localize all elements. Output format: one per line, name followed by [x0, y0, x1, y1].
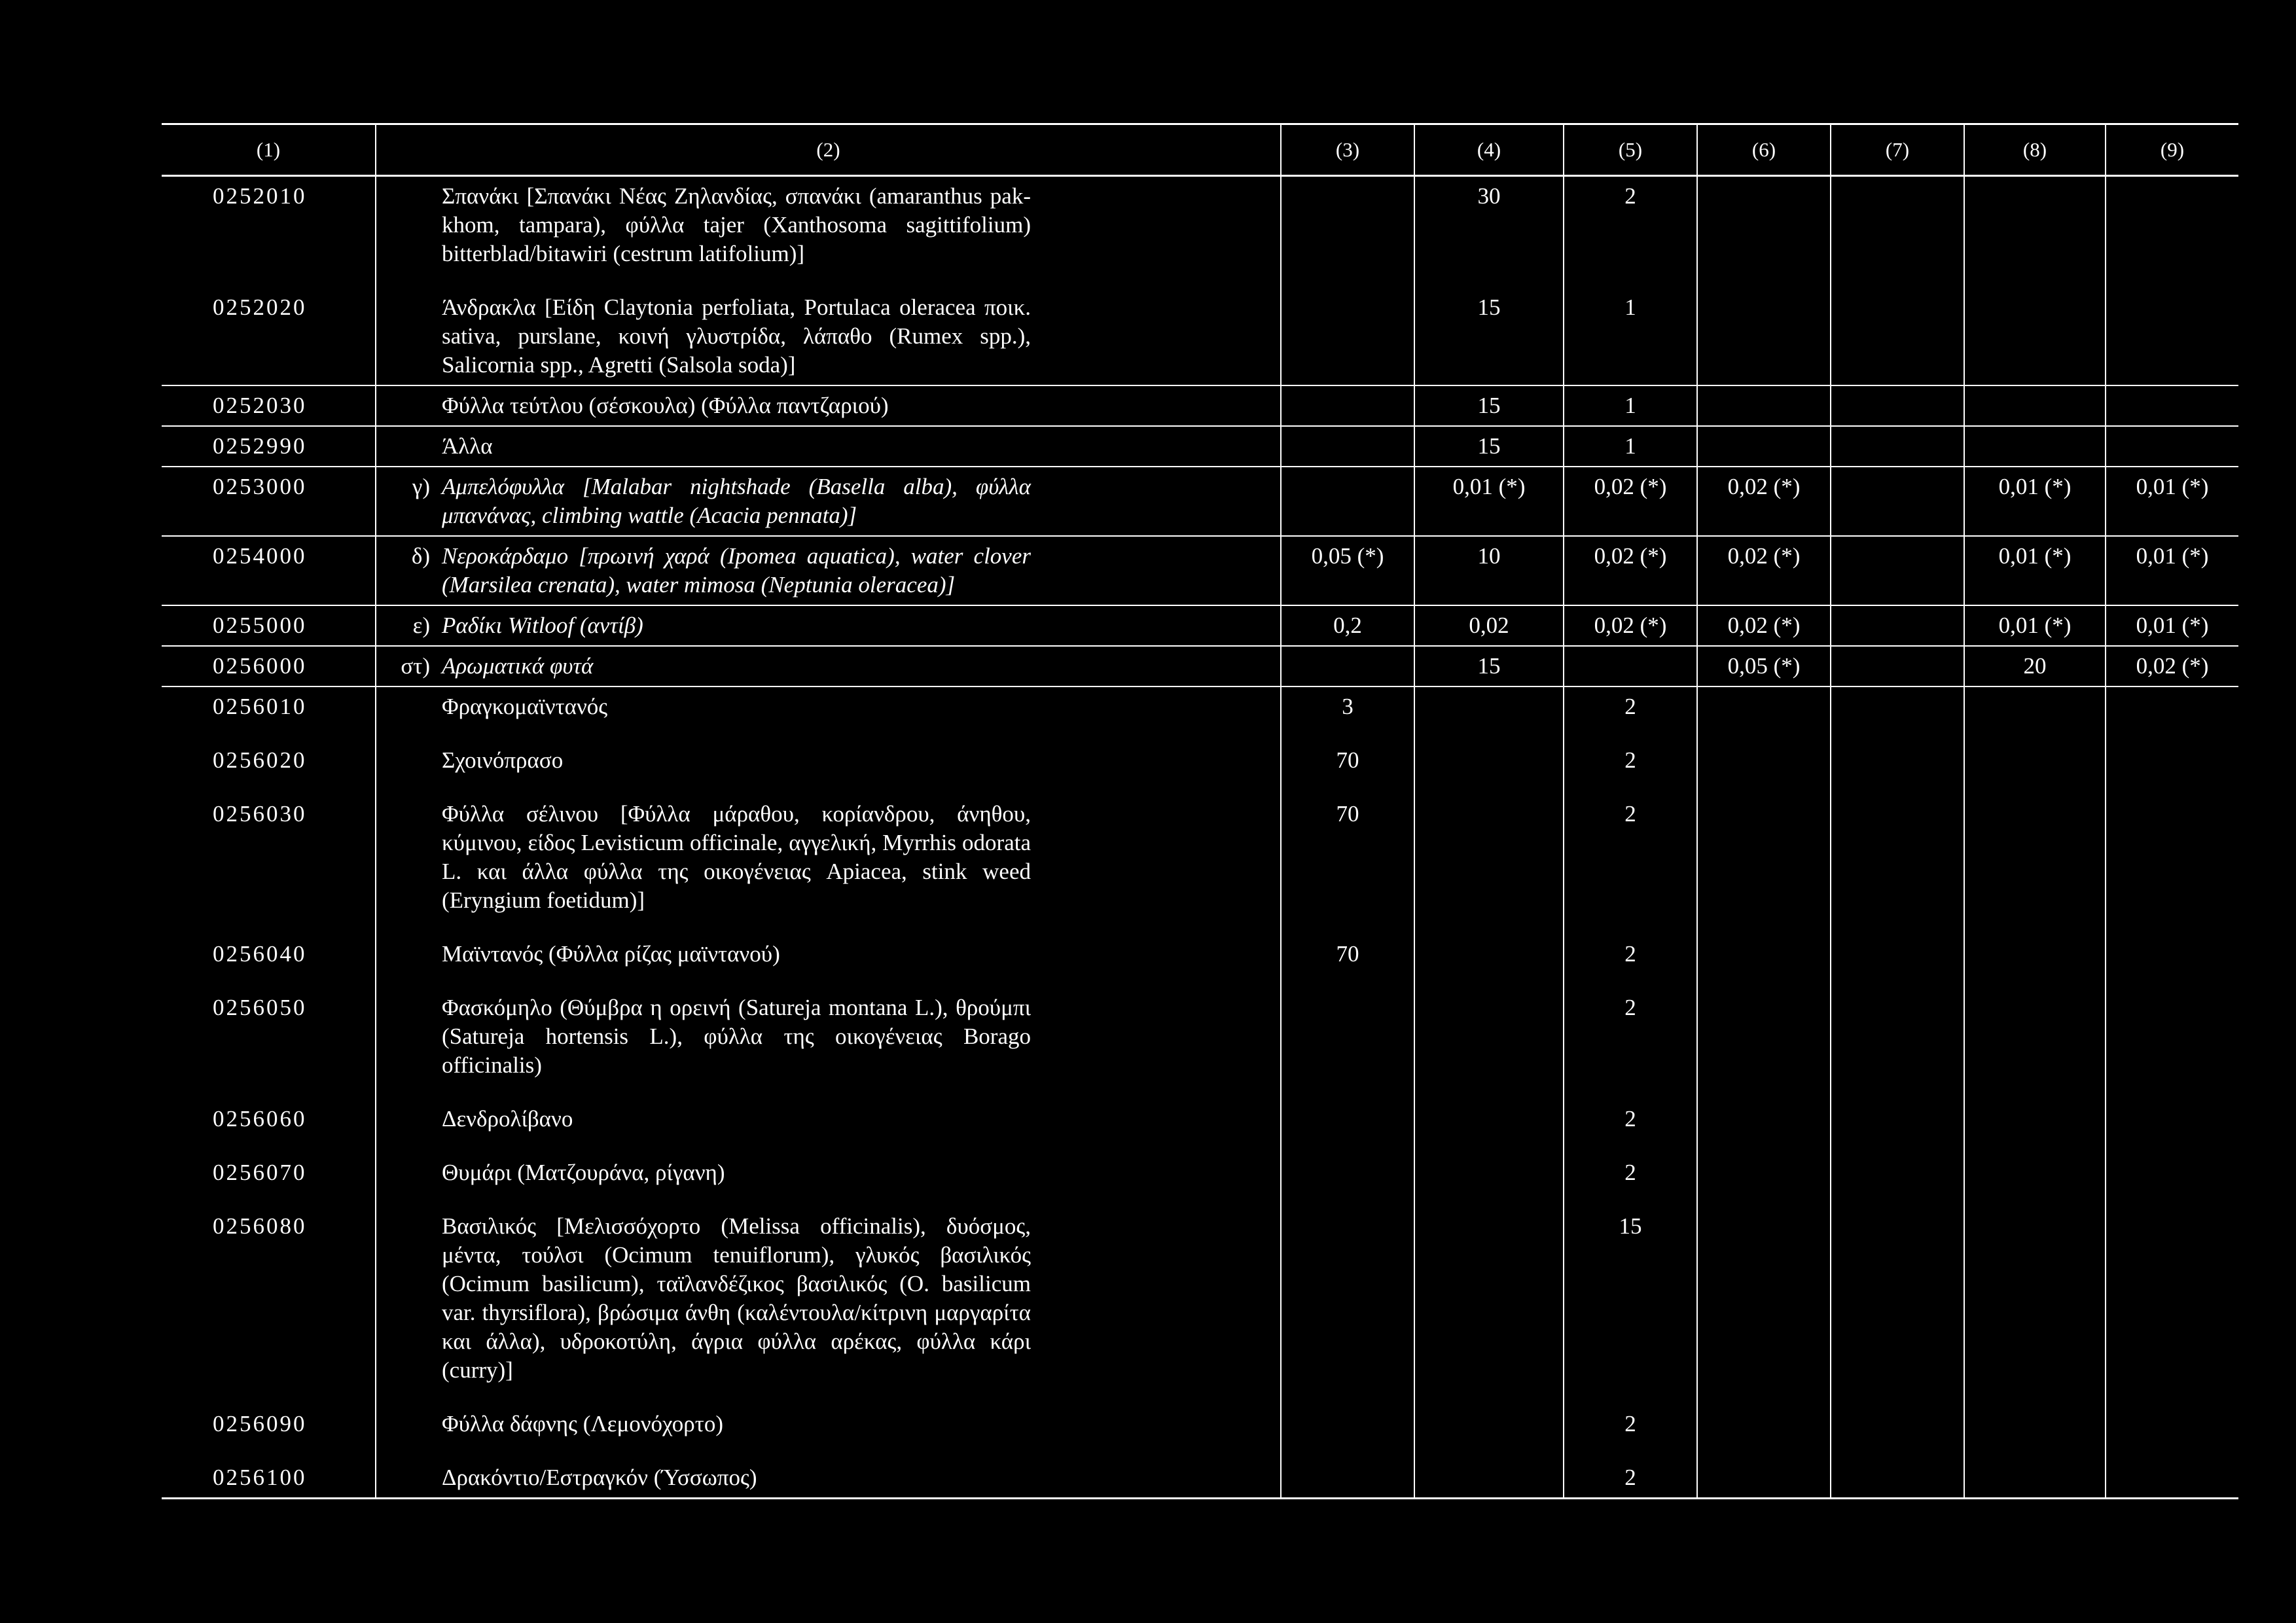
mrl-value-col-9 [2106, 288, 2238, 385]
product-description: Μαϊντανός (Φύλλα ρίζας μαϊντανού) [442, 941, 780, 967]
mrl-value-col-4: 10 [1414, 536, 1564, 605]
mrl-value-col-6 [1697, 794, 1831, 935]
header-col-2: (2) [376, 124, 1281, 176]
mrl-value-col-9: 0,02 (*) [2106, 646, 2238, 687]
mrl-table [162, 123, 2238, 1499]
product-code: 0254000 [162, 536, 376, 605]
mrl-value-col-3 [1281, 646, 1414, 687]
product-description: Φύλλα δάφνης (Λεμονόχορτο) [442, 1411, 723, 1436]
mrl-value-col-9 [2106, 426, 2238, 467]
product-code: 0256080 [162, 1207, 376, 1404]
product-description-cell [376, 1458, 1281, 1499]
group-label [376, 800, 442, 915]
mrl-value-col-8: 0,01 (*) [1964, 536, 2106, 605]
mrl-value-col-9 [2106, 988, 2238, 1099]
header-col-1: (1) [162, 124, 376, 176]
mrl-value-col-6 [1697, 385, 1831, 426]
product-code: 0256050 [162, 988, 376, 1099]
mrl-value-col-3 [1281, 1207, 1414, 1404]
group-label [376, 993, 442, 1080]
mrl-value-col-3: 0,05 (*) [1281, 536, 1414, 605]
product-code: 0252020 [162, 288, 376, 385]
mrl-value-col-8 [1964, 288, 2106, 385]
product-description-cell [376, 605, 1281, 646]
mrl-value-col-6 [1697, 988, 1831, 1099]
group-label: δ) [411, 543, 430, 569]
table-row [162, 385, 2238, 426]
mrl-value-col-4 [1414, 1404, 1564, 1458]
mrl-value-col-6: 0,02 (*) [1697, 536, 1831, 605]
mrl-value-col-5: 2 [1564, 176, 1697, 289]
mrl-value-col-4 [1414, 1207, 1564, 1404]
mrl-value-col-5: 1 [1564, 385, 1697, 426]
mrl-value-col-3 [1281, 1153, 1414, 1207]
mrl-value-col-3: 70 [1281, 741, 1414, 794]
mrl-value-col-8 [1964, 1404, 2106, 1458]
product-code: 0256010 [162, 687, 376, 741]
mrl-value-col-4: 15 [1414, 385, 1564, 426]
table-row [162, 1153, 2238, 1207]
product-description: Φραγκομαϊντανός [442, 694, 608, 719]
product-description: Φασκόμηλο (Θύμβρα η ορεινή (Satureja montana L.), θρούμπι (Satureja hortensis L.), φύλλα της οικογένειας Borago officinalis) [442, 995, 1031, 1078]
mrl-value-col-7 [1831, 794, 1964, 935]
mrl-value-col-6: 0,02 (*) [1697, 605, 1831, 646]
product-description-cell [376, 288, 1281, 385]
product-description: Αρωματικά φυτά [442, 653, 594, 679]
mrl-value-col-8 [1964, 741, 2106, 794]
table-row [162, 988, 2238, 1099]
table-row [162, 794, 2238, 935]
mrl-value-col-3: 70 [1281, 794, 1414, 935]
mrl-value-col-5: 2 [1564, 1404, 1697, 1458]
mrl-value-col-9 [2106, 1458, 2238, 1499]
mrl-value-col-3 [1281, 1404, 1414, 1458]
mrl-value-col-4 [1414, 988, 1564, 1099]
mrl-value-col-3 [1281, 467, 1414, 536]
mrl-value-col-8 [1964, 1207, 2106, 1404]
group-label: στ) [401, 653, 430, 679]
mrl-value-col-9 [2106, 1207, 2238, 1404]
group-label [376, 1158, 442, 1187]
mrl-value-col-9: 0,01 (*) [2106, 536, 2238, 605]
product-description: Φύλλα σέλινου [Φύλλα μάραθου, κορίανδρου, άνηθου, κύμινου, είδος Levisticum officinale, αγγελική, Myrrhis odorata L. και άλλα φύλλα της οικογένειας Apiacea, stink weed (Eryngium foetidum)] [442, 801, 1031, 913]
mrl-value-col-7 [1831, 935, 1964, 988]
mrl-value-col-8 [1964, 687, 2106, 741]
product-description: Σχοινόπρασο [442, 747, 564, 773]
table-row [162, 1404, 2238, 1458]
table-row [162, 1458, 2238, 1499]
product-description-cell [376, 935, 1281, 988]
table-row [162, 288, 2238, 385]
group-label [376, 1105, 442, 1133]
product-description-cell [376, 426, 1281, 467]
mrl-value-col-7 [1831, 687, 1964, 741]
mrl-value-col-7 [1831, 536, 1964, 605]
product-code: 0256070 [162, 1153, 376, 1207]
mrl-value-col-9 [2106, 176, 2238, 289]
mrl-value-col-5: 2 [1564, 935, 1697, 988]
mrl-value-col-7 [1831, 741, 1964, 794]
mrl-value-col-4: 0,02 [1414, 605, 1564, 646]
mrl-value-col-4 [1414, 687, 1564, 741]
mrl-value-col-5: 2 [1564, 1099, 1697, 1153]
mrl-value-col-4 [1414, 935, 1564, 988]
mrl-value-col-8 [1964, 794, 2106, 935]
product-code: 0256060 [162, 1099, 376, 1153]
product-code: 0256090 [162, 1404, 376, 1458]
mrl-value-col-8: 0,01 (*) [1964, 467, 2106, 536]
mrl-value-col-7 [1831, 988, 1964, 1099]
table-body [162, 176, 2238, 1499]
mrl-value-col-8: 0,01 (*) [1964, 605, 2106, 646]
table-header [162, 124, 2238, 176]
table-row [162, 687, 2238, 741]
mrl-value-col-7 [1831, 176, 1964, 289]
group-label [376, 1463, 442, 1492]
header-col-7: (7) [1831, 124, 1964, 176]
mrl-value-col-5: 1 [1564, 426, 1697, 467]
mrl-value-col-4 [1414, 794, 1564, 935]
group-label: ε) [412, 613, 430, 638]
mrl-value-col-6 [1697, 288, 1831, 385]
mrl-value-col-9: 0,01 (*) [2106, 605, 2238, 646]
mrl-value-col-9 [2106, 687, 2238, 741]
mrl-value-col-9: 0,01 (*) [2106, 467, 2238, 536]
table-row [162, 605, 2238, 646]
product-description: Άνδρακλα [Είδη Claytonia perfoliata, Portulaca oleracea ποικ. sativa, purslane, κοινή γλυστρίδα, λάπαθο (Rumex spp.), Salicornia spp., Agretti (Salsola soda)] [442, 294, 1031, 378]
product-description-cell [376, 1099, 1281, 1153]
mrl-value-col-9 [2106, 741, 2238, 794]
product-description-cell [376, 1404, 1281, 1458]
product-code: 0252990 [162, 426, 376, 467]
mrl-value-col-4 [1414, 1458, 1564, 1499]
group-label [376, 391, 442, 420]
table-row [162, 935, 2238, 988]
mrl-value-col-6 [1697, 1153, 1831, 1207]
mrl-value-col-7 [1831, 1458, 1964, 1499]
product-description-cell [376, 741, 1281, 794]
mrl-value-col-3: 70 [1281, 935, 1414, 988]
product-description-cell [376, 794, 1281, 935]
header-col-3: (3) [1281, 124, 1414, 176]
table-row [162, 646, 2238, 687]
mrl-value-col-8 [1964, 426, 2106, 467]
product-code: 0256020 [162, 741, 376, 794]
product-description: Αμπελόφυλλα [Malabar nightshade (Basella alba), φύλλα μπανάνας, climbing wattle (Acacia pennata)] [442, 474, 1031, 528]
header-col-4: (4) [1414, 124, 1564, 176]
mrl-value-col-7 [1831, 646, 1964, 687]
mrl-value-col-3 [1281, 426, 1414, 467]
mrl-value-col-5: 2 [1564, 988, 1697, 1099]
group-label [376, 940, 442, 969]
product-description: Ραδίκι Witloof (αντίβ) [442, 613, 643, 638]
mrl-value-col-6: 0,05 (*) [1697, 646, 1831, 687]
mrl-value-col-7 [1831, 1404, 1964, 1458]
table-row [162, 176, 2238, 289]
mrl-value-col-3 [1281, 288, 1414, 385]
table-row [162, 536, 2238, 605]
mrl-value-col-9 [2106, 794, 2238, 935]
mrl-value-col-7 [1831, 385, 1964, 426]
table-row [162, 1099, 2238, 1153]
mrl-value-col-3 [1281, 1099, 1414, 1153]
header-col-8: (8) [1964, 124, 2106, 176]
product-description-cell [376, 1207, 1281, 1404]
mrl-value-col-8 [1964, 988, 2106, 1099]
group-label [376, 746, 442, 775]
mrl-value-col-3 [1281, 385, 1414, 426]
mrl-value-col-8 [1964, 1153, 2106, 1207]
header-col-6: (6) [1697, 124, 1831, 176]
product-code: 0256000 [162, 646, 376, 687]
product-description-cell [376, 687, 1281, 741]
mrl-value-col-4: 15 [1414, 288, 1564, 385]
mrl-value-col-5: 0,02 (*) [1564, 467, 1697, 536]
product-code: 0256030 [162, 794, 376, 935]
product-code: 0256100 [162, 1458, 376, 1499]
product-description-cell [376, 988, 1281, 1099]
product-description: Σπανάκι [Σπανάκι Νέας Ζηλανδίας, σπανάκι (amaranthus pak-khom, tampara), φύλλα tajer (Xanthosoma sagittifolium) bitterblad/bitawiri (cestrum latifolium)] [442, 183, 1031, 266]
mrl-value-col-7 [1831, 1153, 1964, 1207]
product-description: Θυμάρι (Ματζουράνα, ρίγανη) [442, 1160, 725, 1185]
mrl-value-col-4: 30 [1414, 176, 1564, 289]
mrl-value-col-6 [1697, 1404, 1831, 1458]
product-description-cell [376, 176, 1281, 289]
group-label [376, 432, 442, 461]
table-row [162, 1207, 2238, 1404]
mrl-value-col-4: 15 [1414, 646, 1564, 687]
header-col-5: (5) [1564, 124, 1697, 176]
mrl-value-col-8: 20 [1964, 646, 2106, 687]
table-row [162, 741, 2238, 794]
mrl-value-col-9 [2106, 1153, 2238, 1207]
mrl-value-col-7 [1831, 426, 1964, 467]
mrl-value-col-3 [1281, 176, 1414, 289]
mrl-value-col-6: 0,02 (*) [1697, 467, 1831, 536]
mrl-value-col-7 [1831, 467, 1964, 536]
mrl-value-col-6 [1697, 1207, 1831, 1404]
product-description: Δρακόντιο/Εστραγκόν (Ύσσωπος) [442, 1465, 757, 1490]
product-description-cell [376, 536, 1281, 605]
product-description: Φύλλα τεύτλου (σέσκουλα) (Φύλλα παντζαριού) [442, 393, 889, 418]
mrl-value-col-6 [1697, 176, 1831, 289]
mrl-value-col-5: 0,02 (*) [1564, 605, 1697, 646]
mrl-value-col-3 [1281, 988, 1414, 1099]
mrl-value-col-5: 2 [1564, 687, 1697, 741]
mrl-value-col-6 [1697, 1458, 1831, 1499]
mrl-value-col-5: 2 [1564, 741, 1697, 794]
mrl-value-col-4: 15 [1414, 426, 1564, 467]
mrl-value-col-3: 3 [1281, 687, 1414, 741]
mrl-value-col-4: 0,01 (*) [1414, 467, 1564, 536]
product-code: 0252030 [162, 385, 376, 426]
mrl-value-col-5 [1564, 646, 1697, 687]
product-code: 0256040 [162, 935, 376, 988]
product-description-cell [376, 467, 1281, 536]
product-description-cell [376, 1153, 1281, 1207]
mrl-value-col-8 [1964, 1458, 2106, 1499]
product-description: Δενδρολίβανο [442, 1106, 573, 1132]
product-description: Νεροκάρδαμο [πρωινή χαρά (Ipomea aquatica), water clover (Marsilea crenata), water mimosa (Neptunia oleracea)] [442, 543, 1031, 597]
mrl-value-col-5: 2 [1564, 794, 1697, 935]
product-description: Βασιλικός [Μελισσόχορτο (Melissa officinalis), δυόσμος, μέντα, τούλσι (Ocimum tenuiflorum), γλυκός βασιλικός (Ocimum basilicum), ταϊλανδέζικος βασιλικός (O. basilicum var. thyrsiflora), βρώσιμα άνθη (καλέντουλα/κίτρινη μαργαρίτα και άλλα), υδροκοτύλη, άγρια φύλλα αρέκας, φύλλα κάρι (curry)] [442, 1213, 1031, 1383]
product-description-cell [376, 385, 1281, 426]
mrl-value-col-4 [1414, 741, 1564, 794]
product-code: 0252010 [162, 176, 376, 289]
mrl-value-col-5: 2 [1564, 1458, 1697, 1499]
group-label [376, 1212, 442, 1385]
group-label [376, 1410, 442, 1438]
mrl-value-col-8 [1964, 176, 2106, 289]
header-col-9: (9) [2106, 124, 2238, 176]
product-code: 0253000 [162, 467, 376, 536]
mrl-value-col-9 [2106, 385, 2238, 426]
mrl-value-col-5: 2 [1564, 1153, 1697, 1207]
group-label: γ) [412, 474, 430, 499]
mrl-value-col-7 [1831, 605, 1964, 646]
mrl-value-col-9 [2106, 1404, 2238, 1458]
product-code: 0255000 [162, 605, 376, 646]
mrl-value-col-8 [1964, 385, 2106, 426]
mrl-value-col-4 [1414, 1099, 1564, 1153]
mrl-value-col-6 [1697, 426, 1831, 467]
mrl-value-col-9 [2106, 935, 2238, 988]
mrl-value-col-3: 0,2 [1281, 605, 1414, 646]
mrl-value-col-5: 0,02 (*) [1564, 536, 1697, 605]
mrl-value-col-7 [1831, 1099, 1964, 1153]
mrl-value-col-7 [1831, 1207, 1964, 1404]
mrl-value-col-5: 15 [1564, 1207, 1697, 1404]
mrl-value-col-5: 1 [1564, 288, 1697, 385]
mrl-value-col-8 [1964, 935, 2106, 988]
table-row [162, 467, 2238, 536]
table-row [162, 426, 2238, 467]
mrl-value-col-6 [1697, 741, 1831, 794]
mrl-value-col-4 [1414, 1153, 1564, 1207]
mrl-value-col-7 [1831, 288, 1964, 385]
group-label [376, 692, 442, 721]
mrl-value-col-6 [1697, 687, 1831, 741]
group-label [376, 182, 442, 268]
product-description-cell [376, 646, 1281, 687]
mrl-value-col-8 [1964, 1099, 2106, 1153]
mrl-value-col-3 [1281, 1458, 1414, 1499]
mrl-value-col-6 [1697, 1099, 1831, 1153]
mrl-value-col-6 [1697, 935, 1831, 988]
product-description: Άλλα [442, 433, 493, 459]
group-label [376, 293, 442, 380]
mrl-value-col-9 [2106, 1099, 2238, 1153]
